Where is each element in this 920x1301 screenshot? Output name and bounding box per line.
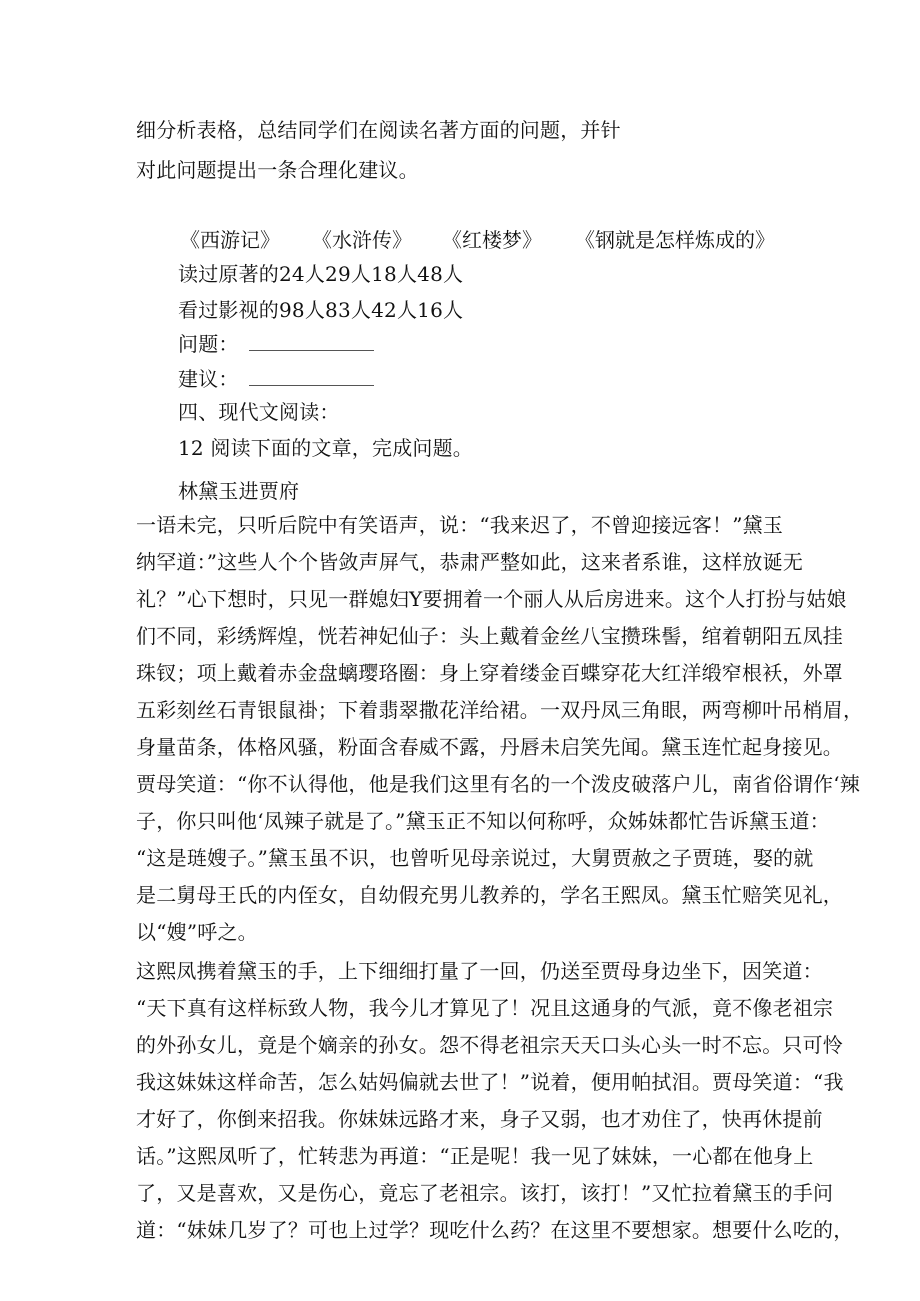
intro-line-2: 对此问题提出一条合理化建议。 xyxy=(136,158,419,182)
book-title: 《水浒传》 xyxy=(312,228,412,252)
passage-line: 道：“妹妹几岁了？可也上过学？现吃什么药？在这里不要想家。想要什么吃的， xyxy=(136,1218,854,1242)
passage-line: 五彩刻丝石青银鼠褂；下着翡翠撒花洋给裙。一双丹凤三角眼，两弯柳叶吊梢眉， xyxy=(136,698,864,722)
passage-paragraph-2 xyxy=(136,953,854,1286)
passage-line: 以“嫂”呼之。 xyxy=(136,920,258,944)
suggestion-answer-blank xyxy=(249,367,374,386)
book-title: 《红楼梦》 xyxy=(442,228,542,252)
passage-line: 珠钗；项上戴着赤金盘螭璎珞圈：身上穿着缕金百蝶穿花大红洋缎窄根袄，外罩 xyxy=(136,661,843,685)
question-12: 12 阅读下面的文章，完成问题。 xyxy=(178,436,474,460)
passage-line: 纳罕道：”这些人个个皆敛声屏气，恭肃严整如此，这来者系谁，这样放诞无 xyxy=(136,550,804,574)
passage-line: 礼？”心下想时，只见一群媳妇Y要拥着一个丽人从后房进来。这个人打扮与姑娘 xyxy=(136,587,847,611)
passage-paragraph-1 xyxy=(136,507,864,951)
intro-line-1: 细分析表格，总结同学们在阅读名著方面的问题，并针 xyxy=(136,118,621,142)
problem-answer-blank xyxy=(249,332,374,351)
passage-line: “天下真有这样标致人物，我今儿才算见了！况且这通身的气派，竟不像老祖宗 xyxy=(136,996,834,1020)
passage-line: 身量苗条，体格风骚，粉面含春威不露，丹唇未启笑先闻。黛玉连忙起身接见。 xyxy=(136,735,843,759)
section-heading: 四、现代文阅读： xyxy=(178,400,340,424)
passage-line: 一语未完，只听后院中有笑语声，说：“我来迟了，不曾迎接远客！”黛玉 xyxy=(136,513,784,537)
passage-line: 们不同，彩绣辉煌，恍若神妃仙子：头上戴着金丝八宝攒珠髻，绾着朝阳五凤挂 xyxy=(136,624,843,648)
passage-line: 才好了，你倒来招我。你妹妹远路才来，身子又弱，也才劝住了，快再休提前 xyxy=(136,1107,823,1131)
passage-line: 我这妹妹这样命苦，怎么姑妈偏就去世了！”说着，便用帕拭泪。贾母笑道：“我 xyxy=(136,1070,844,1094)
suggestion-field xyxy=(178,365,374,393)
book-title: 《西游记》 xyxy=(180,228,280,252)
problem-field xyxy=(178,330,374,358)
table-row-watched-film: 看过影视的98人83人42人16人 xyxy=(178,298,464,322)
passage-line: “这是琏嫂子。”黛玉虽不识，也曾听见母亲说过，大舅贾赦之子贾琏，娶的就 xyxy=(136,846,814,870)
passage-line xyxy=(136,1249,796,1286)
passage-title: 林黛玉进贾府 xyxy=(178,479,300,503)
passage-line: 话。”这熙凤听了，忙转悲为再道：“正是呢！我一见了妹妹，一心都在他身上 xyxy=(136,1144,814,1168)
passage-line: 是二舅母王氏的内侄女，自幼假充男儿教养的，学名王熙凤。黛玉忙赔笑见礼， xyxy=(136,883,843,907)
problem-label: 问题： xyxy=(178,332,239,356)
table-row-read-original: 读过原著的24人29人18人48人 xyxy=(178,262,464,286)
passage-line: 贾母笑道：“你不认得他，他是我们这里有名的一个泼皮破落户儿，南省俗谓作‘辣 xyxy=(136,772,860,796)
passage-line: 子，你只叫他‘凤辣子就是了。”黛玉正不知以何称呼，众姊妹都忙告诉黛玉道： xyxy=(136,809,830,833)
book-title: 《钢就是怎样炼成的》 xyxy=(575,228,775,252)
book-title-row xyxy=(180,226,780,256)
suggestion-label: 建议： xyxy=(178,367,239,391)
passage-line: 的外孙女儿，竟是个嫡亲的孙女。怨不得老祖宗天天口头心头一时不忘。只可怜 xyxy=(136,1033,843,1057)
passage-line: 了，又是喜欢，又是伤心，竟忘了老祖宗。该打，该打！”又忙拉着黛玉的手问 xyxy=(136,1181,834,1205)
passage-line: 这熙凤携着黛玉的手，上下细细打量了一回，仍送至贾母身边坐下，因笑道： xyxy=(136,959,823,983)
